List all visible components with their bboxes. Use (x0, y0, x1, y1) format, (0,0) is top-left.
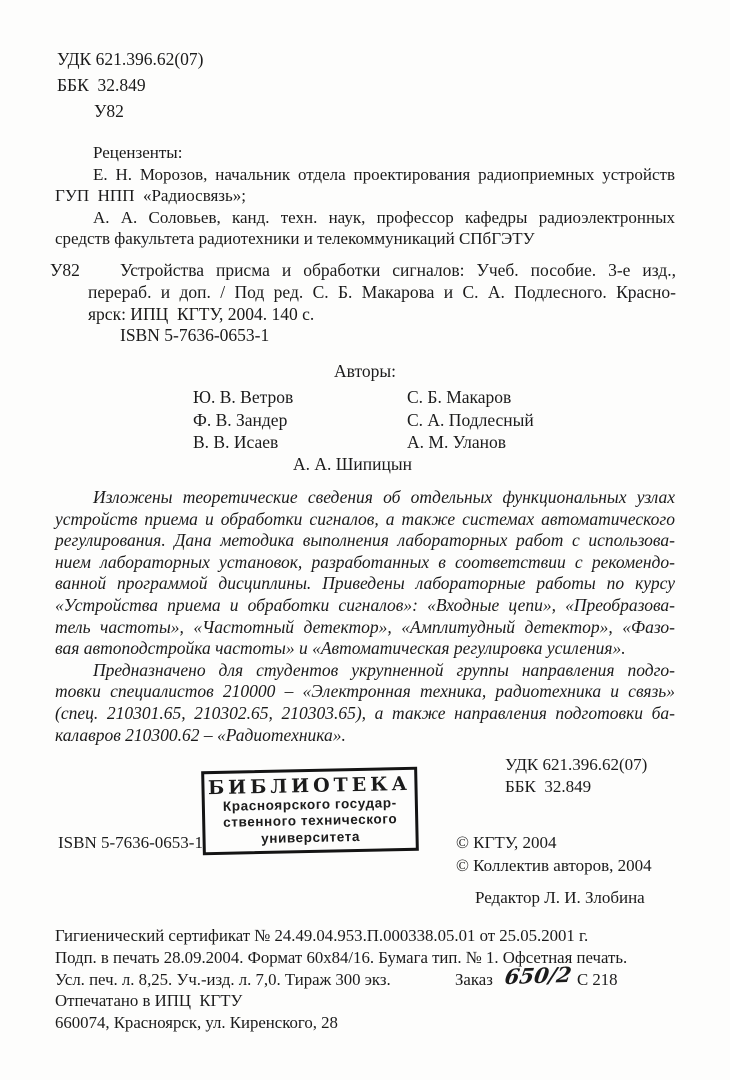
imprint-classification-block (505, 754, 647, 797)
annotation-line: устройств приема и обработки сигналов, а также системах автоматического (55, 508, 675, 529)
author-name: Ф. В. Зандер (193, 409, 288, 430)
order-number-handwritten: 650/2 (503, 961, 574, 989)
stamp-line: Красноярского государ- (222, 794, 397, 814)
annotation-line: Изложены теоретические сведения об отдельных функциональных узлах (93, 487, 675, 507)
colophon-address: 660074, Красноярск, ул. Киренского, 28 (55, 1013, 338, 1033)
author-name: А. М. Уланов (407, 432, 506, 453)
reviewers-block (55, 142, 675, 250)
order-label: Заказ (455, 969, 493, 989)
biblio-line-3: ярск: ИПЦ КГТУ, 2004. 140 с. (88, 303, 315, 324)
reviewer-2-line-2: средств факультета радиотехники и телекоммуникаций СПбГЭТУ (55, 229, 535, 248)
annotation-line: регулирования. Дана методика выполнения лабораторных работ с использова- (55, 530, 675, 551)
annotation-line: нием лабораторных установок, разработанных в соответствии с рекомендо- (55, 551, 675, 572)
author-name: Ю. В. Ветров (193, 387, 294, 407)
author-sign-code: У82 (94, 101, 124, 121)
colophon-block (55, 925, 695, 1034)
copyright-line: © КГТУ, 2004 (456, 833, 557, 852)
annotation-line: Предназначено для студентов укрупненной группы направления подго- (93, 659, 675, 680)
authors-column-right (407, 386, 534, 454)
author-name-last: А. А. Шипицын (293, 454, 413, 474)
author-name: С. Б. Макаров (407, 387, 512, 407)
stamp-line: ственного технического (223, 811, 398, 831)
authors-column-left (193, 386, 293, 454)
reviewer-2-line-1: А. А. Соловьев, канд. техн. наук, профессор кафедры радиоэлектронных (93, 207, 675, 227)
annotation-line: ванной программой дисциплины. Приведены лабораторные работы по курсу (55, 573, 675, 594)
udk-code-imprint: УДК 621.396.62(07) (505, 755, 648, 774)
colophon-print-info: Подп. в печать 28.09.2004. Формат 60х84/16. Бумага тип. № 1. Офсетная печать. (55, 947, 628, 967)
colophon-printed-at: Отпечатано в ИПЦ КГТУ (55, 991, 243, 1011)
annotation-line: товки специалистов 210000 – «Электронная техника, радиотехника и связь» (55, 681, 675, 702)
editor-credit: Редактор Л. И. Злобина (475, 888, 645, 907)
bbk-code-imprint: ББК 32.849 (505, 776, 592, 796)
annotation-line: тель частоты», «Частотный детектор», «Амплитудный детектор», «Фазо- (55, 616, 675, 637)
biblio-line-2: перераб. и доп. / Под ред. С. Б. Макарова и С. А. Подлесного. Красно- (88, 281, 676, 302)
colophon-volume-line (55, 961, 695, 991)
reviewer-1-line-1: Е. Н. Морозов, начальник отдела проектирования радиоприемных устройств (93, 164, 675, 184)
isbn-number: ISBN 5-7636-0653-1 (58, 833, 203, 852)
reviewer-1-line-2: ГУП НПП «Радиосвязь»; (55, 186, 247, 205)
copyright-line: © Коллектив авторов, 2004 (456, 855, 652, 875)
biblio-line-1: Устройства присма и обработки сигналов: Учеб. пособие. 3-е изд., (120, 260, 676, 280)
reviewers-heading: Рецензенты: (93, 143, 183, 162)
udk-code: УДК 621.396.62(07) (57, 49, 204, 69)
order-code: С 218 (577, 969, 618, 989)
bbk-code: ББК 32.849 (57, 75, 146, 95)
colophon-volume: Усл. печ. л. 8,25. Уч.-изд. л. 7,0. Тираж 300 экз. (55, 969, 391, 989)
annotation-block (55, 487, 675, 746)
stamp-line: университета (260, 828, 361, 846)
library-stamp (201, 767, 419, 856)
colophon-certificate: Гигиенический сертификат № 24.49.04.953.П.000338.05.01 от 25.05.2001 г. (55, 926, 589, 945)
stamp-title: БИБЛИОТЕКА (207, 772, 412, 799)
biblio-code: У82 (50, 260, 80, 280)
annotation-line: вая автоподстройка частоты» и «Автоматическая регулировка усиления». (55, 638, 626, 659)
annotation-line: (спец. 210301.65, 210302.65, 210303.65), а также направления подготовки ба- (55, 702, 675, 723)
annotation-line: калавров 210300.62 – «Радиотехника». (55, 724, 346, 745)
bibliographic-record (88, 260, 676, 347)
biblio-isbn: ISBN 5-7636-0653-1 (120, 325, 270, 346)
author-name: С. А. Подлесный (407, 409, 534, 430)
authors-heading: Авторы: (333, 361, 396, 381)
copyright-block (456, 832, 652, 877)
top-classification-block (57, 46, 204, 124)
author-name: В. В. Исаев (193, 432, 279, 453)
annotation-line: «Устройства приема и обработки сигналов»: «Входные цепи», «Преобразова- (55, 594, 675, 615)
